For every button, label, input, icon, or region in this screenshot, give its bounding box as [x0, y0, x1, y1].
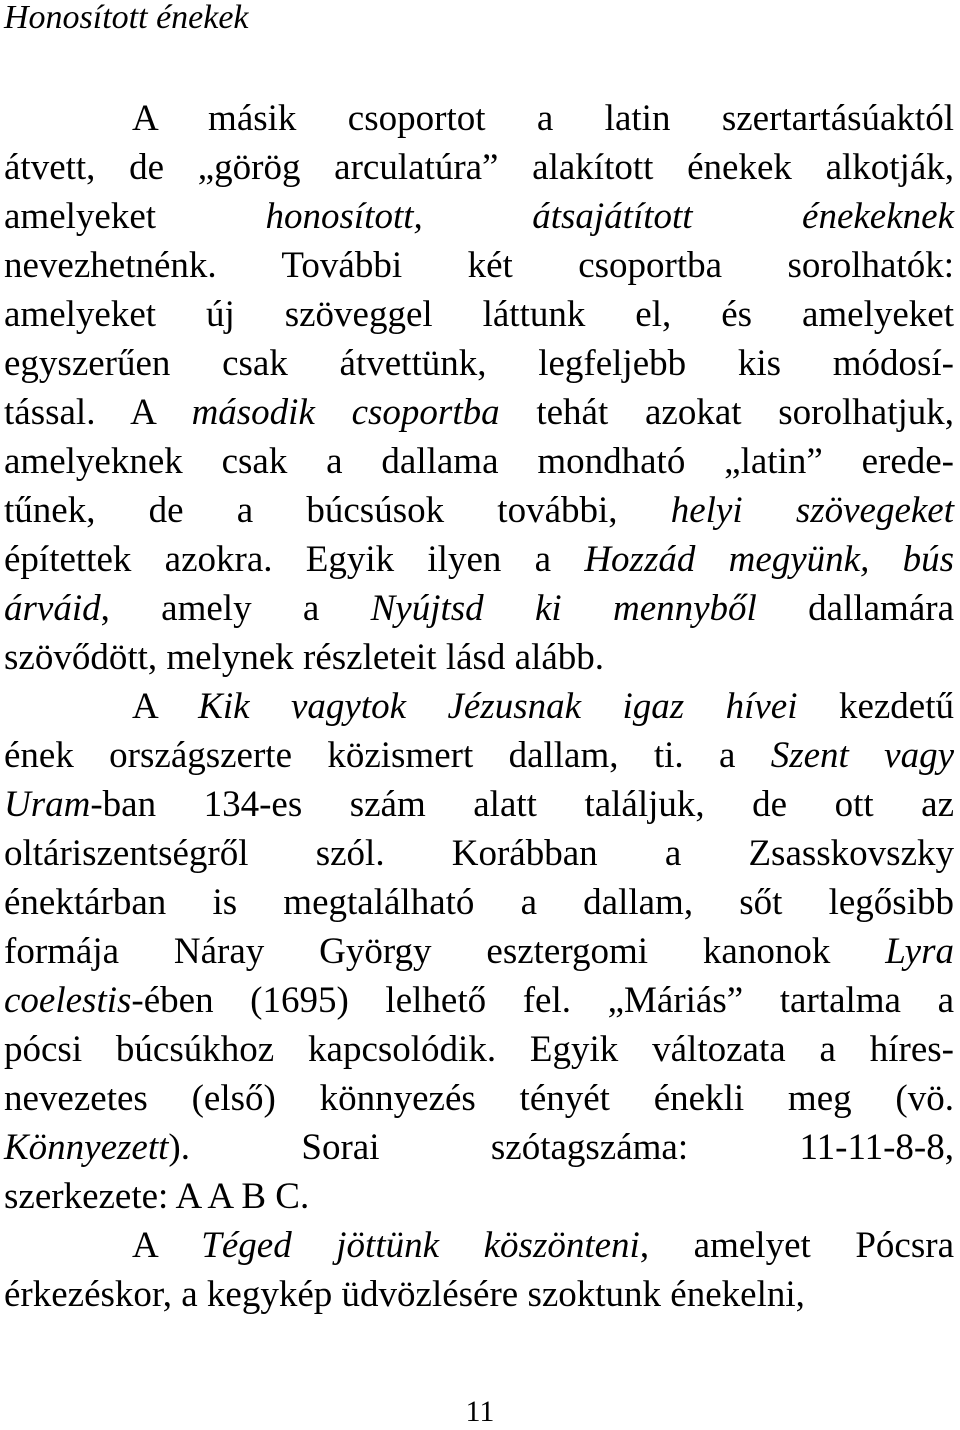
text-run: dallamára [756, 588, 955, 629]
text-run: -ban 134-es szám alatt találjuk, de ott az [90, 784, 954, 825]
page-number: 11 [465, 1395, 495, 1428]
italic-text: helyi szövegeket [670, 490, 955, 531]
text-line [4, 241, 954, 290]
italic-text: Könnyezett [4, 1127, 169, 1168]
text-line [4, 584, 954, 633]
text-run: tással. A [4, 392, 192, 433]
italic-text: énekeknek [802, 196, 954, 237]
text-run: énektárban is megtalálható a dallam, sőt legősibb [4, 882, 954, 923]
text-run [423, 196, 532, 237]
body-text [4, 94, 954, 1319]
text-run: amelyeket [4, 196, 266, 237]
italic-text: Nyújtsd ki mennyből [370, 588, 757, 629]
italic-text: Szent vagy [770, 735, 954, 776]
text-run: szövődött, melynek részleteit lásd alább. [4, 637, 605, 678]
text-run: , amely a [100, 588, 371, 629]
text-line [4, 1172, 954, 1221]
text-run: A [132, 1225, 202, 1266]
text-run: formája Náray György esztergomi kanonok [4, 931, 886, 972]
paragraph [4, 94, 954, 682]
text-line [4, 780, 954, 829]
text-line [4, 143, 954, 192]
text-run: nevezhetnénk. További két csoportba sorolhatók: [4, 245, 954, 286]
text-run: átvett, de „görög arculatúra” alakított énekek alkotják, [4, 147, 954, 188]
text-line [4, 633, 954, 682]
text-line [4, 192, 954, 241]
text-run: építettek azokra. Egyik ilyen a [4, 539, 585, 580]
italic-text: Lyra [885, 931, 954, 972]
text-run [693, 196, 802, 237]
italic-text: átsajátított [532, 196, 693, 237]
running-header: Honosított énekek [4, 0, 249, 36]
text-run: ének országszerte közismert dallam, ti. a [4, 735, 771, 776]
text-run: érkezéskor, a kegykép üdvözlésére szoktunk énekelni, [4, 1274, 805, 1315]
italic-text: második csoportba [191, 392, 500, 433]
text-run: tehát azokat sorolhatjuk, [499, 392, 955, 433]
text-run: ). Sorai szótagszáma: 11-11-8-8, [168, 1127, 954, 1168]
text-line [4, 829, 954, 878]
text-run: amelyeket új szöveggel láttunk el, és amelyeket [4, 294, 954, 335]
text-run: tűnek, de a búcsúsok további, [4, 490, 671, 531]
text-line [4, 1074, 954, 1123]
text-run: , amelyet Pócsra [639, 1225, 954, 1266]
text-run: amelyeknek csak a dallama mondható „latin” erede- [4, 441, 954, 482]
text-line [4, 1221, 954, 1270]
italic-text: árváid [4, 588, 101, 629]
text-run: pócsi búcsúkhoz kapcsolódik. Egyik változata a híres- [4, 1029, 954, 1070]
text-line [4, 486, 954, 535]
italic-text: coelestis [4, 980, 132, 1021]
text-run: kezdetű [797, 686, 955, 727]
text-line [4, 94, 954, 143]
italic-text: Kik vagytok Jézusnak igaz hívei [198, 686, 798, 727]
text-run: -ében (1695) lelhető fel. „Máriás” tartalma a [131, 980, 954, 1021]
text-line [4, 927, 954, 976]
text-line [4, 339, 954, 388]
italic-text: honosított, [265, 196, 423, 237]
italic-text: Téged jöttünk köszönteni [201, 1225, 640, 1266]
text-run: oltáriszentségről szól. Korábban a Zsasskovszky [4, 833, 954, 874]
text-line [4, 290, 954, 339]
text-line [4, 388, 954, 437]
text-line [4, 437, 954, 486]
italic-text: Uram [4, 784, 91, 825]
text-line [4, 682, 954, 731]
paragraph [4, 1221, 954, 1319]
text-line [4, 976, 954, 1025]
text-run: egyszerűen csak átvettünk, legfeljebb kis módosí- [4, 343, 954, 384]
text-line [4, 1270, 954, 1319]
text-line [4, 1123, 954, 1172]
text-run: szerkezete: A A B C. [4, 1176, 310, 1217]
text-line [4, 731, 954, 780]
italic-text: Hozzád megyünk, bús [584, 539, 955, 580]
text-run: nevezetes (első) könnyezés tényét énekli meg (vö. [4, 1078, 954, 1119]
text-line [4, 535, 954, 584]
text-run: A másik csoportot a latin szertartásúaktól [132, 98, 954, 139]
text-line [4, 1025, 954, 1074]
text-line [4, 878, 954, 927]
text-run: A [132, 686, 199, 727]
paragraph [4, 682, 954, 1221]
